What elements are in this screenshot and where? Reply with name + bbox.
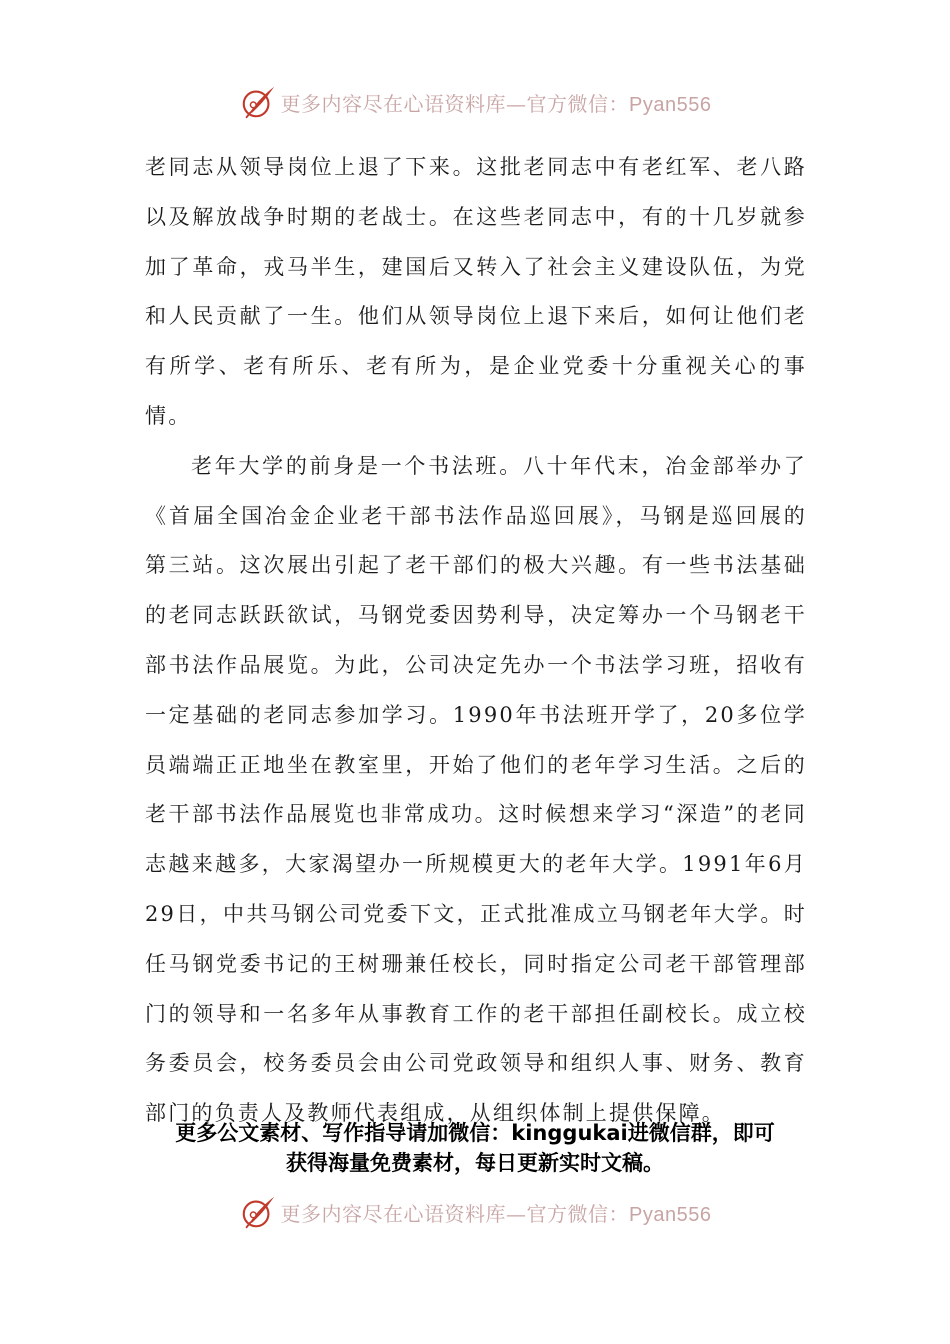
quill-pen-logo-icon (239, 1193, 277, 1231)
footer-banner-label: 更多内容尽在心语资料库—官方微信： (280, 1201, 630, 1226)
header-banner-account: Pyan556 (629, 93, 712, 116)
footer-promo-note (120, 1118, 830, 1178)
header-banner (0, 80, 950, 124)
quill-pen-logo-icon (239, 83, 277, 121)
footer-banner (0, 1190, 950, 1234)
header-banner-text (281, 88, 712, 117)
body-paragraph-2: 老年大学的前身是一个书法班。八十年代末，冶金部举办了《首届全国冶金企业老干部书法作品巡回展》，马钢是巡回展的第三站。这次展出引起了老干部们的极大兴趣。有一些书法基础的老同志跃跃欲试，马钢党委因势利导，决定筹办一个马钢老干部书法作品展览。为此，公司决定先办一个书法学习班，招收有一定基础的老同志参加学习。1990年书法班开学了，20多位学员端端正正地坐在教室里，开始了他们的老年学习生活。之后的老干部书法作品展览也非常成功。这时候想来学习“深造”的老同志越来越多，大家渴望办一所规模更大的老年大学。1991年6月29日，中共马钢公司党委下文，正式批准成立马钢老年大学。时任马钢党委书记的王树珊兼任校长，同时指定公司老干部管理部门的领导和一名多年从事教育工作的老干部担任副校长。成立校务委员会，校务委员会由公司党政领导和组织人事、财务、教育部门的负责人及教师代表组成，从组织体制上提供保障。 (145, 453, 807, 1126)
header-banner-label: 更多内容尽在心语资料库—官方微信： (280, 91, 630, 116)
body-paragraph-1: 老同志从领导岗位上退了下来。这批老同志中有老红军、老八路以及解放战争时期的老战士。在这些老同志中，有的十几岁就参加了革命，戎马半生，建国后又转入了社会主义建设队伍，为党和人民贡献了一生。他们从领导岗位上退下来后，如何让他们老有所学、老有所乐、老有所为，是企业党委十分重视关心的事情。 (145, 155, 807, 428)
footer-promo-line-2: 获得海量免费素材，每日更新实时文稿。 (286, 1151, 664, 1175)
footer-promo-line-1: 更多公文素材、写作指导请加微信：kinggukai进微信群，即可 (175, 1121, 775, 1145)
footer-banner-text (281, 1198, 712, 1227)
footer-banner-account: Pyan556 (629, 1203, 712, 1226)
document-body (145, 143, 807, 1139)
